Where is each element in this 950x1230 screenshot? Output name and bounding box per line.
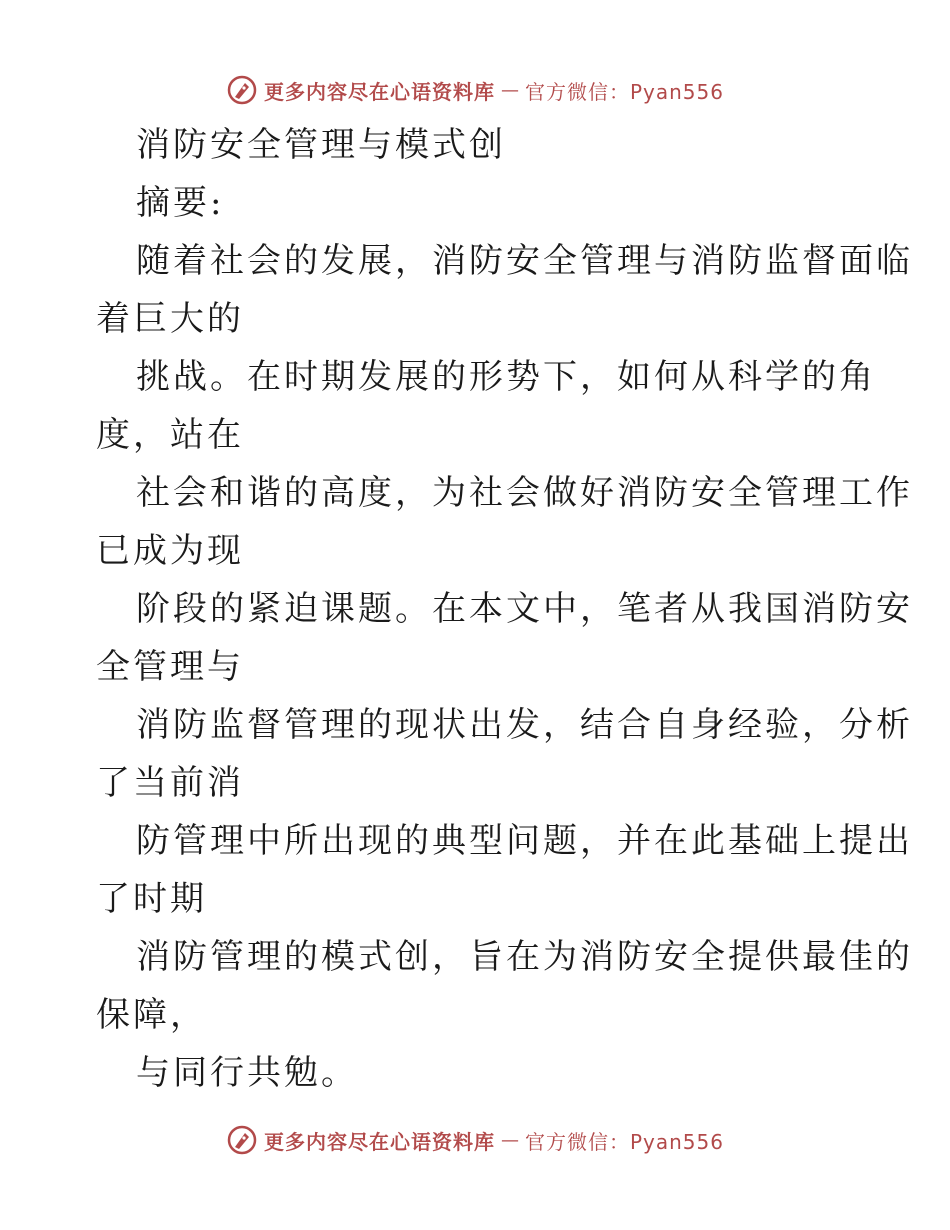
pen-nib-logo-icon bbox=[226, 1124, 258, 1156]
banner-main-text: 更多内容尽在心语资料库 bbox=[263, 1129, 495, 1154]
document-title: 消防安全管理与模式创 bbox=[136, 125, 506, 165]
header-banner bbox=[0, 70, 950, 110]
banner-main-text: 更多内容尽在心语资料库 bbox=[263, 79, 495, 104]
body-line: 着巨大的 bbox=[96, 299, 244, 339]
footer-banner bbox=[0, 1120, 950, 1160]
body-line: 随着社会的发展，消防安全管理与消防监督面临 bbox=[136, 241, 913, 281]
body-line: 消防管理的模式创，旨在为消防安全提供最佳的 bbox=[136, 937, 913, 977]
banner-separator: — bbox=[500, 79, 519, 101]
abstract-heading: 摘要: bbox=[136, 183, 225, 223]
body-line: 与同行共勉。 bbox=[136, 1053, 358, 1093]
pen-nib-logo-icon bbox=[226, 74, 258, 106]
document-body bbox=[96, 116, 913, 1102]
body-line: 度，站在 bbox=[96, 415, 244, 455]
body-line: 阶段的紧迫课题。在本文中，笔者从我国消防安 bbox=[136, 589, 913, 629]
body-line: 社会和谐的高度，为社会做好消防安全管理工作 bbox=[136, 473, 913, 513]
banner-contact-text: 官方微信：Pyan556 bbox=[524, 79, 724, 104]
body-line: 全管理与 bbox=[96, 647, 244, 687]
body-line: 防管理中所出现的典型问题，并在此基础上提出 bbox=[136, 821, 913, 861]
banner-separator: — bbox=[500, 1129, 519, 1151]
body-line: 了时期 bbox=[96, 879, 207, 919]
body-line: 保障， bbox=[96, 995, 207, 1035]
body-line: 消防监督管理的现状出发，结合自身经验，分析 bbox=[136, 705, 913, 745]
banner-contact-text: 官方微信：Pyan556 bbox=[524, 1129, 724, 1154]
body-line: 已成为现 bbox=[96, 531, 244, 571]
body-line: 了当前消 bbox=[96, 763, 244, 803]
body-line: 挑战。在时期发展的形势下，如何从科学的角 bbox=[136, 357, 876, 397]
